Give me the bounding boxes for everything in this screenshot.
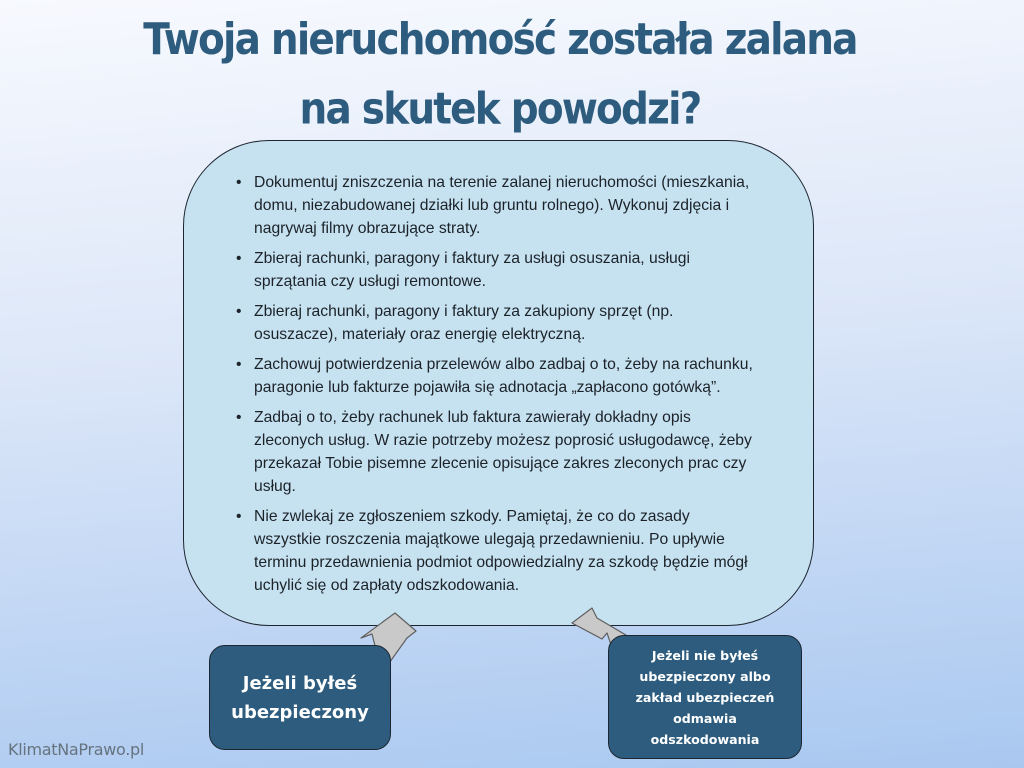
- advice-item: [236, 505, 753, 597]
- bullet-icon: •: [236, 356, 242, 373]
- bullet-icon: •: [236, 303, 242, 320]
- advice-item-text: Nie zwlekaj ze zgłoszeniem szkody. Pamiętaj, że co do zasady wszystkie roszczenia majątkowe ulegają przedawnieniu. Po upływie terminu przedawnienia podmiot odpowiedzialny za szkodę będzie mógł uchylić się od zapłaty odszkodowania.: [254, 508, 748, 594]
- bullet-icon: •: [236, 409, 242, 426]
- bullet-icon: •: [236, 508, 242, 525]
- advice-item: [236, 406, 753, 498]
- advice-item-text: Dokumentuj zniszczenia na terenie zalanej nieruchomości (mieszkania, domu, niezabudowanej działki lub gruntu rolnego). Wykonuj zdjęcia i nagrywaj filmy obrazujące straty.: [254, 174, 750, 237]
- advice-item-text: Zbieraj rachunki, paragony i faktury za zakupiony sprzęt (np. osuszacze), materiały oraz energię elektryczną.: [254, 303, 674, 343]
- source-watermark: KlimatNaPrawo.pl: [8, 740, 145, 759]
- advice-item: [236, 171, 753, 240]
- advice-item-text: Zadbaj o to, żeby rachunek lub faktura zawierały dokładny opis zleconych usług. W razie potrzeby możesz poprosić usługodawcę, żeby przekazał Tobie pisemne zlecenie opisujące zakres zleconych prac czy usług.: [254, 409, 752, 495]
- advice-list: [236, 171, 753, 597]
- not-insured-branch-box: [608, 635, 802, 759]
- title-line-2: na skutek powodzi?: [299, 84, 701, 135]
- insured-branch-label: Jeżeli byłeś ubezpieczony: [231, 672, 369, 723]
- advice-item: [236, 247, 753, 293]
- insured-branch-box: [209, 645, 391, 750]
- advice-item: [236, 300, 753, 346]
- advice-item: [236, 353, 753, 399]
- page-title: [0, 6, 1000, 145]
- title-line-1: Twoja nieruchomość została zalana: [143, 14, 857, 66]
- bullet-icon: •: [236, 250, 242, 267]
- not-insured-branch-label: Jeżeli nie byłeś ubezpieczony albo zakład ubezpieczeń odmawia odszkodowania: [635, 647, 775, 747]
- advice-item-text: Zbieraj rachunki, paragony i faktury za usługi osuszania, usługi sprzątania czy usługi remontowe.: [254, 250, 690, 290]
- advice-panel: [183, 140, 814, 626]
- advice-item-text: Zachowuj potwierdzenia przelewów albo zadbaj o to, żeby na rachunku, paragonie lub fakturze pojawiła się adnotacja „zapłacono gotówką”.: [254, 356, 753, 396]
- bullet-icon: •: [236, 174, 242, 191]
